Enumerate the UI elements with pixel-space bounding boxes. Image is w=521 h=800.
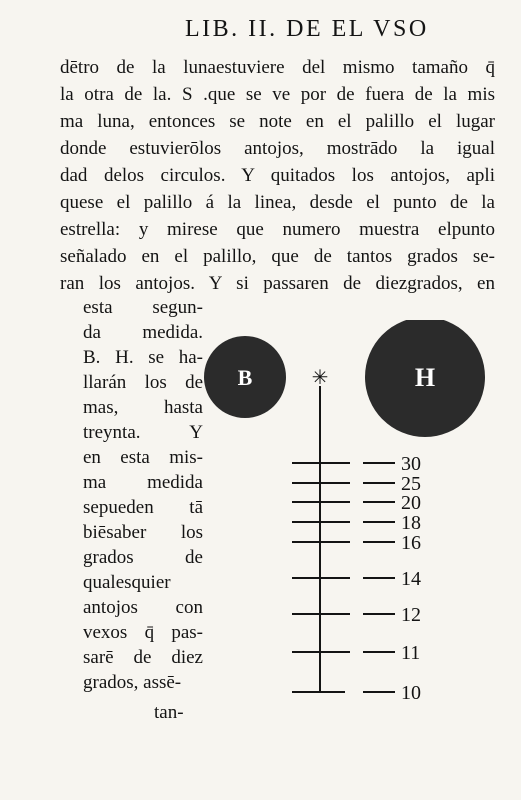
side-text-line: mas, hasta [83,397,203,418]
scale-label: 16 [401,532,421,554]
side-text-line: vexos q̄ pas- [83,622,203,643]
scale-label: 11 [401,642,421,664]
side-text-line: grados, assē- [83,672,182,693]
side-text-line: sarē de diez [83,647,203,668]
scale-marks [292,453,421,704]
side-text-line: biēsaber los [83,522,203,543]
scale-label: 20 [401,492,421,514]
text-line: ran los antojos. Y si passaren de diezgrados, en [60,273,495,294]
side-text-line: llarán los de [83,372,203,393]
text-line: quese el palillo á la linea, desde el punto de la [60,192,495,213]
scale-label: 12 [401,604,421,626]
text-line: ma luna, entonces se note en el palillo el lugar [60,111,495,132]
side-text-line: ma medida [83,472,203,493]
star-icon: ✳ [311,367,329,389]
scale-label: 25 [401,473,421,495]
side-text-line: da medida. [83,322,203,343]
side-text-line: antojos con [83,597,203,618]
measurement-diagram [195,320,495,720]
text-line: dētro de la lunaestuviere del mismo tamaño q̄ [60,57,495,78]
scale-label: 30 [401,453,421,475]
circle-h-label: H [414,363,436,392]
side-text-line: sepueden tā [83,497,203,518]
text-line: la otra de la. S .que se ve por de fuera de la mis [60,84,495,105]
scale-label: 18 [401,512,421,534]
text-line: donde estuvierōlos antojos, mostrādo la igual [60,138,495,159]
side-text-line: esta segun- [83,297,203,318]
side-text-line: qualesquier [83,572,171,593]
side-text-line: en esta mis- [83,447,203,468]
scale-label: 14 [401,568,421,590]
running-head: LIB. II. DE EL VSO [185,16,429,42]
side-text-line: grados de [83,547,203,568]
side-text-line: B. H. se ha- [83,347,203,368]
text-line: dad delos circulos. Y quitados los antojos, apli [60,165,495,186]
circle-b-label: B [237,365,253,390]
text-line: señalado en el palillo, que de tantos grados se- [60,246,495,267]
text-line: estrella: y mirese que numero muestra elpunto [60,219,495,240]
side-text-line: treynta. Y [83,422,203,443]
scale-label: 10 [401,682,421,704]
catchword: tan- [154,702,184,723]
